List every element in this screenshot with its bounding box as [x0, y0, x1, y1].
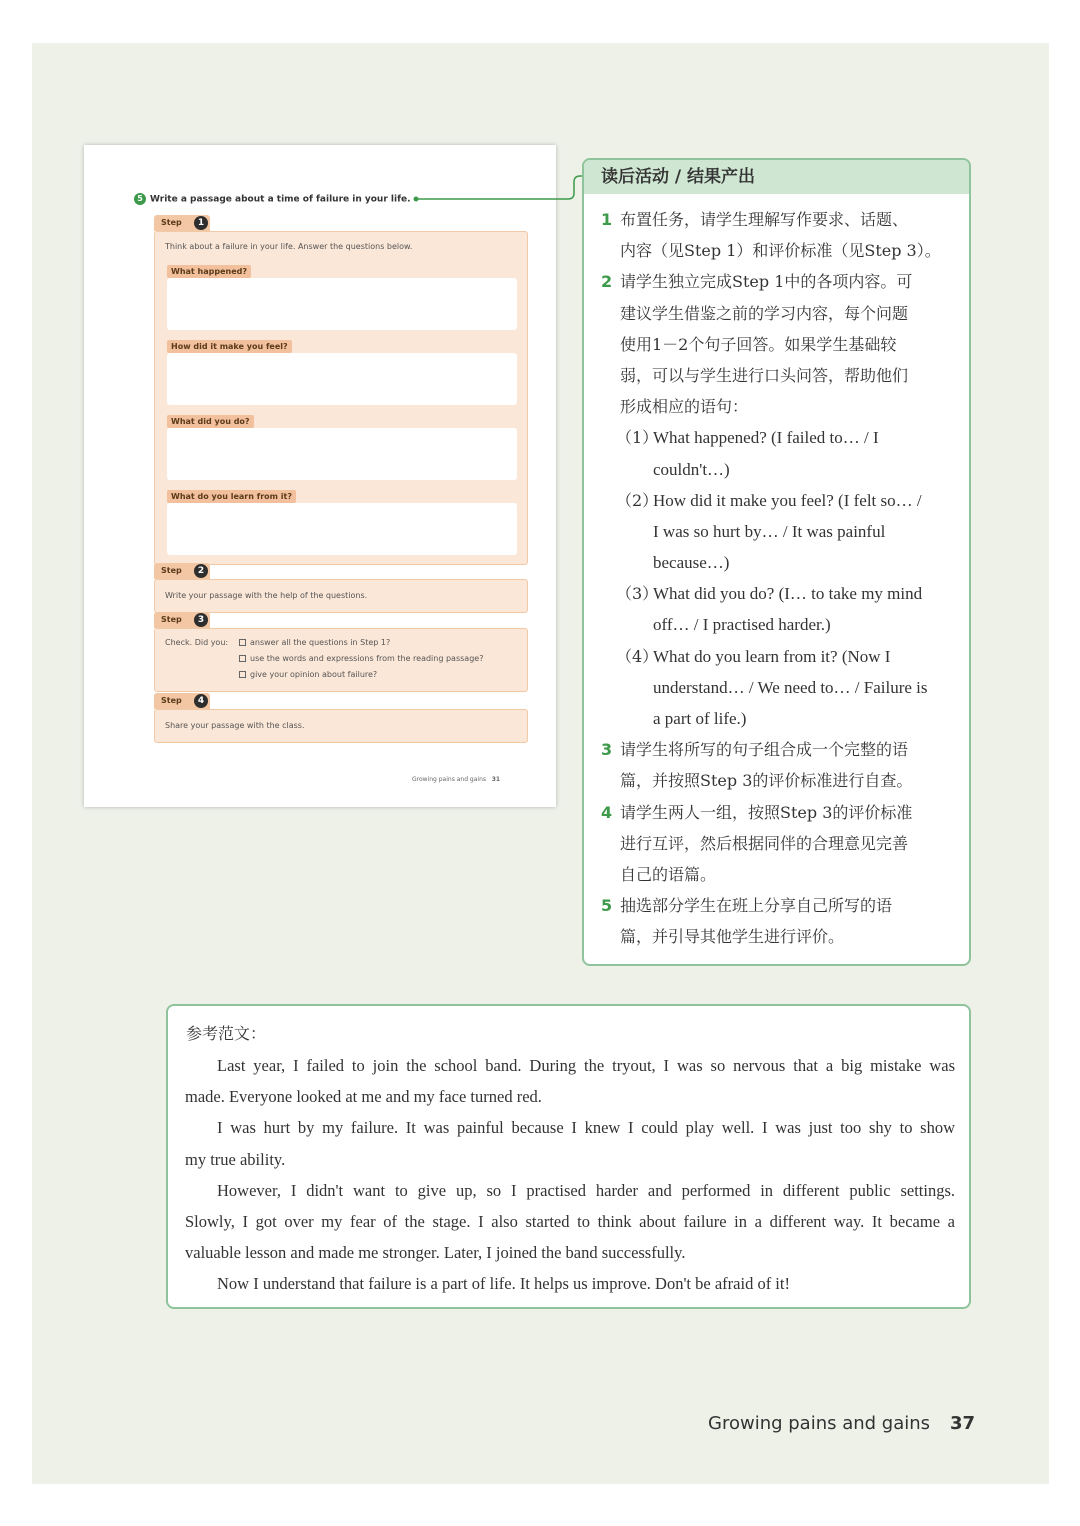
student-book-page: [84, 145, 556, 807]
panel-line-text: off… / I practised harder.): [653, 615, 831, 635]
panel-line-text: 形成相应的语句：: [620, 397, 749, 417]
teaching-notes-panel: [582, 158, 971, 966]
step-1-box: [154, 231, 528, 565]
essay-line: Slowly, I got over my fear of the stage. I also started to think about failure in a different way. It became a: [185, 1212, 955, 1231]
step-2-number: 2: [194, 564, 208, 578]
step-2-tag: Step 2: [154, 563, 210, 579]
step-4-box: [154, 709, 528, 743]
panel-line: [584, 703, 969, 734]
panel-line-text: What did you do? (I… to take my mind: [653, 584, 923, 604]
question-label: How did it make you feel?: [167, 340, 292, 353]
question-label: What do you learn from it?: [167, 490, 296, 503]
panel-line: [584, 391, 969, 422]
step-1-instruction: Think about a failure in your life. Answer the questions below.: [165, 242, 413, 251]
step-4-tag: Step 4: [154, 693, 210, 709]
panel-line-text: 建议学生借鉴之前的学习内容，每个问题: [620, 303, 909, 323]
panel-line: [584, 672, 969, 703]
step-3-box: [154, 628, 528, 692]
panel-line: [584, 298, 969, 329]
question-label: What happened?: [167, 265, 251, 278]
panel-sub-number: （4）: [616, 646, 659, 666]
panel-line: [584, 890, 969, 921]
step-3-number: 3: [194, 613, 208, 627]
essay-line: valuable lesson and made me stronger. Later, I joined the band successfully.: [185, 1243, 686, 1263]
panel-line: [584, 609, 969, 640]
step-4-instruction: Share your passage with the class.: [165, 721, 305, 730]
question-label: What did you do?: [167, 415, 254, 428]
essay-line: my true ability.: [185, 1149, 286, 1169]
answer-area: [167, 503, 517, 555]
answer-area: [167, 278, 517, 330]
panel-line-text: I was so hurt by… / It was painful: [653, 521, 886, 541]
panel-line-text: couldn't…): [653, 459, 730, 479]
answer-area: [167, 428, 517, 480]
panel-line: [584, 921, 969, 952]
checklist-item: give your opinion about failure?: [239, 670, 377, 679]
panel-item-number: 5: [601, 896, 613, 916]
panel-line-text: 篇，并按照Step 3的评价标准进行自查。: [620, 771, 913, 791]
panel-line-text: 内容（见Step 1）和评价标准（见Step 3）。: [620, 241, 941, 261]
connector-path: [416, 176, 585, 199]
panel-body: [584, 204, 969, 953]
panel-sub-number: （1）: [616, 428, 659, 448]
panel-line: [584, 859, 969, 890]
page-footer-title: Growing pains and gains: [708, 1413, 931, 1434]
sample-essay-label: 参考范文：: [186, 1024, 267, 1043]
panel-sub-number: （3）: [616, 584, 659, 604]
panel-line: [584, 547, 969, 578]
essay-line: made. Everyone looked at me and my face turned red.: [185, 1087, 542, 1107]
panel-line-text: What do you learn from it? (Now I: [653, 646, 891, 666]
panel-line-text: 抽选部分学生在班上分享自己所写的语: [620, 896, 893, 916]
panel-line: [584, 422, 969, 453]
panel-line: [584, 454, 969, 485]
panel-line-text: because…): [653, 553, 730, 573]
panel-line-text: How did it make you feel? (I felt so… /: [653, 490, 922, 510]
checklist-item: use the words and expressions from the reading passage?: [239, 654, 483, 663]
task-instruction: Write a passage about a time of failure in your life.: [150, 194, 411, 205]
answer-area: [167, 353, 517, 405]
panel-line-text: 进行互评，然后根据同伴的合理意见完善: [620, 833, 909, 853]
panel-line-text: understand… / We need to… / Failure is: [653, 677, 928, 697]
panel-line: [584, 828, 969, 859]
panel-line-text: What happened? (I failed to… / I: [653, 428, 879, 448]
panel-line-text: 篇，并引导其他学生进行评价。: [620, 927, 845, 947]
panel-line-text: 弱，可以与学生进行口头问答，帮助他们: [620, 365, 909, 385]
panel-line: [584, 329, 969, 360]
essay-line: However, I didn't want to give up, so I practised harder and performed in different public settings.: [217, 1180, 955, 1200]
sample-essay-box: [166, 1004, 971, 1309]
panel-line: [584, 765, 969, 796]
panel-line-text: 请学生将所写的句子组合成一个完整的语: [620, 740, 909, 760]
panel-sub-number: （2）: [616, 490, 659, 510]
checkbox: [239, 671, 246, 678]
panel-line: [584, 235, 969, 266]
step-2-instruction: Write your passage with the help of the questions.: [165, 591, 368, 600]
checklist-item: answer all the questions in Step 1?: [239, 638, 390, 647]
step-4-number: 4: [194, 694, 208, 708]
student-page-footer: Growing pains and gains 31: [412, 776, 501, 783]
step-2-box: [154, 579, 528, 613]
panel-item-number: 2: [601, 272, 613, 292]
panel-line: [584, 485, 969, 516]
panel-line: [584, 516, 969, 547]
panel-item-number: 1: [601, 210, 613, 229]
panel-line: [584, 204, 969, 235]
step-1-tag: Step 1: [154, 215, 210, 231]
page-number: 37: [950, 1413, 976, 1434]
essay-line: Now I understand that failure is a part of life. It helps us improve. Don't be afraid of it!: [217, 1274, 790, 1294]
panel-line: [584, 734, 969, 765]
step-3-instruction: Check. Did you:: [165, 638, 229, 647]
panel-line-text: 布置任务，请学生理解写作要求、话题、: [620, 210, 909, 229]
panel-line-text: 请学生独立完成Step 1中的各项内容。可: [620, 272, 913, 292]
essay-line: Last year, I failed to join the school band. During the tryout, I was so nervous that a big mistake was: [217, 1056, 955, 1075]
connector-line: [410, 170, 585, 205]
panel-line-text: 请学生两人一组，按照Step 3的评价标准: [620, 802, 913, 822]
panel-line-text: 使用1－2个句子回答。如果学生基础较: [620, 334, 897, 354]
panel-item-number: 3: [601, 740, 613, 760]
panel-line: [584, 266, 969, 297]
checkbox: [239, 639, 246, 646]
panel-line: [584, 578, 969, 609]
step-1-number: 1: [194, 216, 208, 230]
panel-title: 读后活动 / 结果产出: [584, 160, 969, 194]
task-number-badge: 5: [134, 193, 146, 205]
checkbox: [239, 655, 246, 662]
panel-line: [584, 797, 969, 828]
step-3-tag: Step 3: [154, 612, 210, 628]
panel-line: [584, 641, 969, 672]
panel-line-text: a part of life.): [653, 709, 747, 728]
panel-item-number: 4: [601, 802, 613, 822]
panel-line: [584, 360, 969, 391]
panel-line-text: 自己的语篇。: [620, 864, 717, 884]
essay-line: I was hurt by my failure. It was painful because I knew I could play well. I was just too shy to show: [217, 1118, 955, 1138]
